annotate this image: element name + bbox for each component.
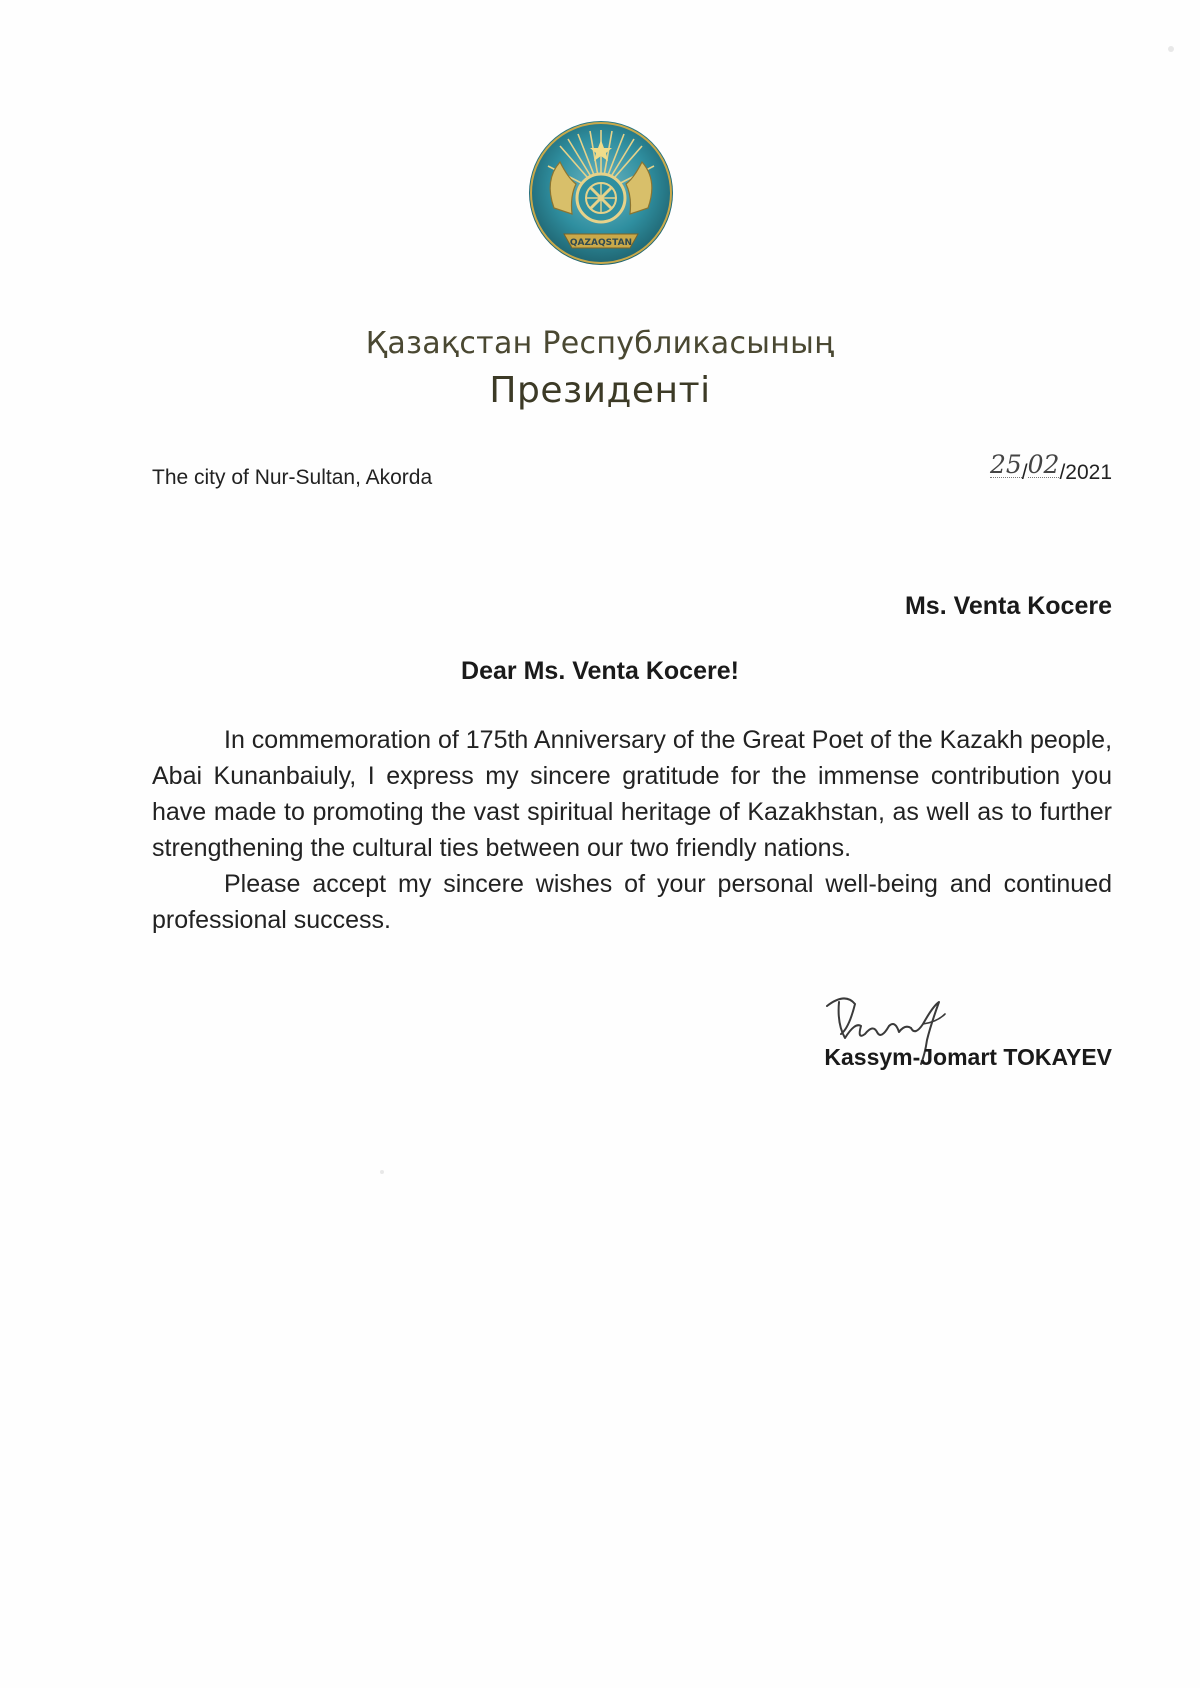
date-line: 25/02/2021 [989, 450, 1112, 484]
date-year: 2021 [1065, 461, 1112, 484]
letterhead-title-line1: Қазақстан Республикасының [365, 326, 835, 361]
date-day: 25 [989, 450, 1022, 479]
date-month: 02 [1027, 450, 1060, 479]
body-paragraph: Please accept my sincere wishes of your personal well-being and continued professional success. [152, 870, 1112, 934]
state-emblem-icon [526, 118, 676, 268]
body-paragraph: In commemoration of 175th Anniversary of the Great Poet of the Kazakh people, Abai Kunanbaiuly, I express my sincere gratitude for the immense contribution you have made to promoting the vast spiritual heritage of Kazakhstan, as well as to further strengthening the cultural ties between our two friendly nations. [152, 726, 1113, 862]
salutation: Dear Ms. Venta Kocere! [461, 657, 739, 685]
letterhead-title-line2: Президенті [489, 370, 711, 411]
place-line: The city of Nur-Sultan, Akorda [152, 466, 433, 489]
scan-speck [380, 1170, 384, 1174]
signer-name: Kassym-Jomart TOKAYEV [824, 1044, 1112, 1070]
emblem-ribbon-text: QAZAQSTAN [569, 238, 633, 248]
letter-body [152, 722, 1112, 938]
recipient-name: Ms. Venta Kocere [904, 592, 1112, 620]
scan-speck [1168, 46, 1174, 52]
